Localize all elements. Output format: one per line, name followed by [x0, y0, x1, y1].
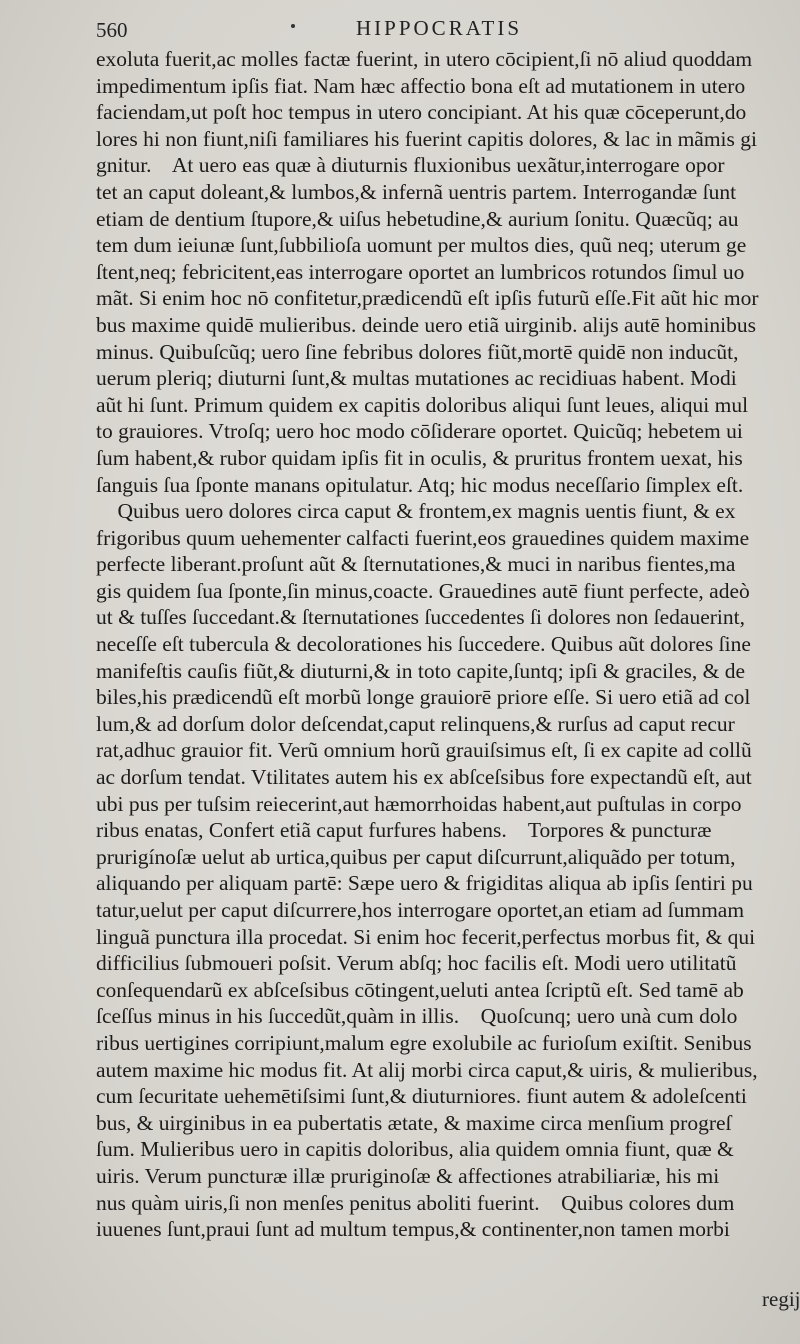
page-number: 560 [96, 18, 128, 42]
text-line: gis quidem ſua ſponte,ſin minus,coacte. Grauedines autē fiunt perfecte, adeò [96, 578, 750, 603]
header-ornament-dot [291, 24, 295, 28]
running-title: HIPPOCRATIS [356, 16, 523, 40]
text-line: ſceſſus minus in his ſuccedũt,quàm in illis. Quoſcunq; uero unà cum dolo [96, 1004, 738, 1029]
text-line: aliquando per aliquam partē: Sæpe uero & frigiditas aliqua ab ipſis ſentiri pu [96, 871, 753, 896]
text-line: tem dum ieiunæ ſunt,ſubbilioſa uomunt per multos dies, quũ neq; uterum ge [96, 233, 747, 258]
text-line: exoluta fuerit,ac molles factæ fuerint, in utero cōcipient,ſi nō aliud quoddam [96, 47, 753, 71]
text-line: impedimentum ipſis fiat. Nam hæc affectio bona eſt ad mutationem in utero [96, 73, 746, 98]
text-line: conſequendarũ ex abſceſsibus cōtingent,ueluti antea ſcriptũ eſt. Sed tamē ab [96, 977, 744, 1002]
text-line: lores hi non fiunt,niſi familiares his fuerint capitis dolores, & lac in mãmis gi [96, 126, 757, 151]
body-text-block [96, 46, 800, 1243]
catchword: regij [762, 1287, 800, 1311]
text-line: linguã punctura illa procedat. Si enim hoc fecerit,perfectus morbus fit, & qui [96, 924, 756, 949]
text-line: uiris. Verum puncturæ illæ pruriginoſæ & affectiones atrabiliariæ, his mi [96, 1163, 720, 1188]
text-line: manifeſtis cauſis fiũt,& diuturni,& in toto capite,ſuntq; ipſi & graciles, & de [96, 658, 746, 683]
text-line: iuuenes ſunt,praui ſunt ad multum tempus,& continenter,non tamen morbi [96, 1217, 730, 1242]
page-header [96, 16, 800, 50]
text-line: ſanguis ſua ſponte manans opitulatur. Atq; hic modus neceſſario ſimplex eſt. [96, 472, 744, 497]
text-line: ſum habent,& rubor quidam ipſis fit in oculis, & pruritus frontem uexat, his [96, 445, 743, 470]
text-line: ribus enatas, Confert etiã caput furfures habens. Torpores & puncturæ [96, 818, 712, 843]
text-line: minus. Quibuſcũq; uero ſine febribus dolores fiũt,mortē quidē non inducũt, [96, 339, 739, 364]
text-line: Quibus uero dolores circa caput & frontem,ex magnis uentis fiunt, & ex [96, 499, 736, 524]
text-line: prurigínoſæ uelut ab urtica,quibus per caput diſcurrunt,aliquãdo per totum, [96, 844, 736, 869]
text-line: to grauiores. Vtroſq; uero hoc modo cōſiderare oportet. Quicũq; hebetem ui [96, 419, 743, 444]
text-line: ribus uertigines corripiunt,malum egre exolubile ac furioſum exiſtit. Senibus [96, 1030, 752, 1055]
text-line: tatur,uelut per caput diſcurrere,hos interrogare oportet,an etiam ad ſummam [96, 898, 745, 922]
text-line: autem maxime hic modus fit. At alij morbi circa caput,& uiris, & mulieribus, [96, 1057, 758, 1082]
text-line: etiam de dentium ſtupore,& uiſus hebetudine,& aurium ſonitu. Quæcũq; au [96, 206, 739, 231]
text-line: tet an caput doleant,& lumbos,& infernã uentris partem. Interrogandæ ſunt [96, 179, 737, 204]
text-line: ſum. Mulieribus uero in capitis doloribus, alia quidem omnia fiunt, quæ & [96, 1137, 734, 1162]
text-line: nus quàm uiris,ſi non menſes penitus aboliti fuerint. Quibus colores dum [96, 1190, 735, 1215]
text-line: lum,& ad dorſum dolor deſcendat,caput relinquens,& rurſus ad caput recur [96, 711, 735, 736]
text-line: perfecte liberant.proſunt aũt & ſternutationes,& muci in naribus fientes,ma [96, 552, 736, 577]
text-line: bus maxime quidē mulieribus. deinde uero etiã uirginib. alijs autē hominibus [96, 312, 757, 337]
text-line: mãt. Si enim hoc nō confitetur,prædicendũ eſt ipſis futurũ eſſe.Fit aũt hic mor [96, 286, 759, 311]
text-line: ubi pus per tuſsim reiecerint,aut hæmorrhoidas habent,aut puſtulas in corpo [96, 791, 742, 816]
text-line: neceſſe eſt tubercula & decolorationes his ſuccedere. Quibus aũt dolores ſine [96, 632, 751, 657]
text-line: ſtent,neq; febricitent,eas interrogare oportet an lumbricos rotundos ſimul uo [96, 259, 745, 284]
text-line: rat,adhuc grauior fit. Verũ omnium horũ grauiſsimus eſt, ſi ex capite ad collũ [96, 738, 752, 763]
text-line: ac dorſum tendat. Vtilitates autem his ex abſceſsibus fore expectandũ eſt, aut [96, 765, 752, 790]
text-line: uerum pleriq; diuturni ſunt,& multas mutationes ac recidiuas habent. Modi [96, 366, 737, 391]
text-line: frigoribus quum uehementer calfacti fuerint,eos grauedines quidem maxime [96, 525, 750, 550]
text-line: aũt hi ſunt. Primum quidem ex capitis doloribus aliqui ſunt leues, aliqui mul [96, 392, 749, 417]
text-line: faciendam,ut poſt hoc tempus in utero concipiant. At his quæ cōceperunt,do [96, 100, 747, 125]
text-line: difficilius ſubmoueri poſsit. Verum abſq; hoc facilis eſt. Modi uero utilitatũ [96, 951, 737, 976]
text-line: gnitur. At uero eas quæ à diuturnis fluxionibus uexãtur,interrogare opor [96, 153, 725, 178]
text-line: biles,his prædicendũ eſt morbũ longe grauiorē priore eſſe. Si uero etiã ad col [96, 685, 751, 710]
text-line: bus, & uirginibus in ea pubertatis ætate, & maxime circa menſium progreſ [96, 1110, 732, 1135]
text-line: cum ſecuritate uehemētiſsimi ſunt,& diuturniores. fiunt autem & adoleſcenti [96, 1084, 747, 1109]
text-line: ut & tuſſes ſuccedant.& ſternutationes ſuccedentes ſi dolores non ſedauerint, [96, 605, 745, 630]
